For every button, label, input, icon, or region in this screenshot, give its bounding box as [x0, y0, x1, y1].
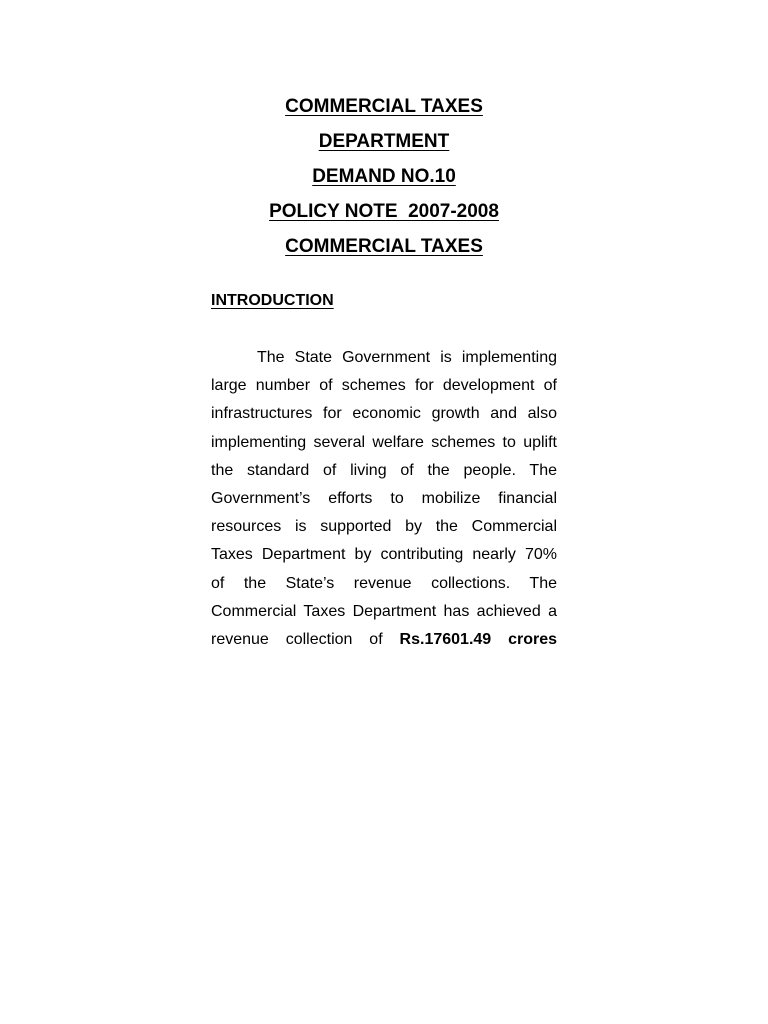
paragraph-last-line	[211, 626, 557, 654]
paragraph-line: large number of schemes for development of	[211, 377, 557, 395]
paragraph-line: infrastructures for economic growth and also	[211, 405, 557, 423]
document-title-block	[0, 89, 768, 264]
paragraph-line: the standard of living of the people. The	[211, 461, 557, 479]
introduction-paragraph	[211, 344, 557, 654]
paragraph-line: of the State’s revenue collections. The	[211, 574, 557, 592]
title-line-commercial-taxes: COMMERCIAL TAXES	[285, 96, 483, 117]
paragraph-line: Taxes Department by contributing nearly 70%	[211, 546, 557, 564]
paragraph-line: resources is supported by the Commercial	[211, 518, 557, 536]
paragraph-line: Commercial Taxes Department has achieved a	[211, 602, 557, 620]
title-line-demand-number: DEMAND NO.10	[312, 166, 456, 187]
section-heading-introduction: INTRODUCTION	[211, 292, 334, 309]
paragraph-line: implementing several welfare schemes to uplift	[211, 433, 557, 451]
title-line-policy-note: POLICY NOTE 2007-2008	[269, 201, 499, 222]
paragraph-text: revenue collection of	[211, 630, 383, 648]
title-line-subject: COMMERCIAL TAXES	[285, 236, 483, 257]
revenue-amount: Rs.17601.49 crores	[399, 630, 557, 648]
paragraph-line: The State Government is implementing	[257, 349, 557, 366]
title-line-department: DEPARTMENT	[318, 131, 450, 152]
paragraph-line: Government’s efforts to mobilize financial	[211, 489, 557, 507]
